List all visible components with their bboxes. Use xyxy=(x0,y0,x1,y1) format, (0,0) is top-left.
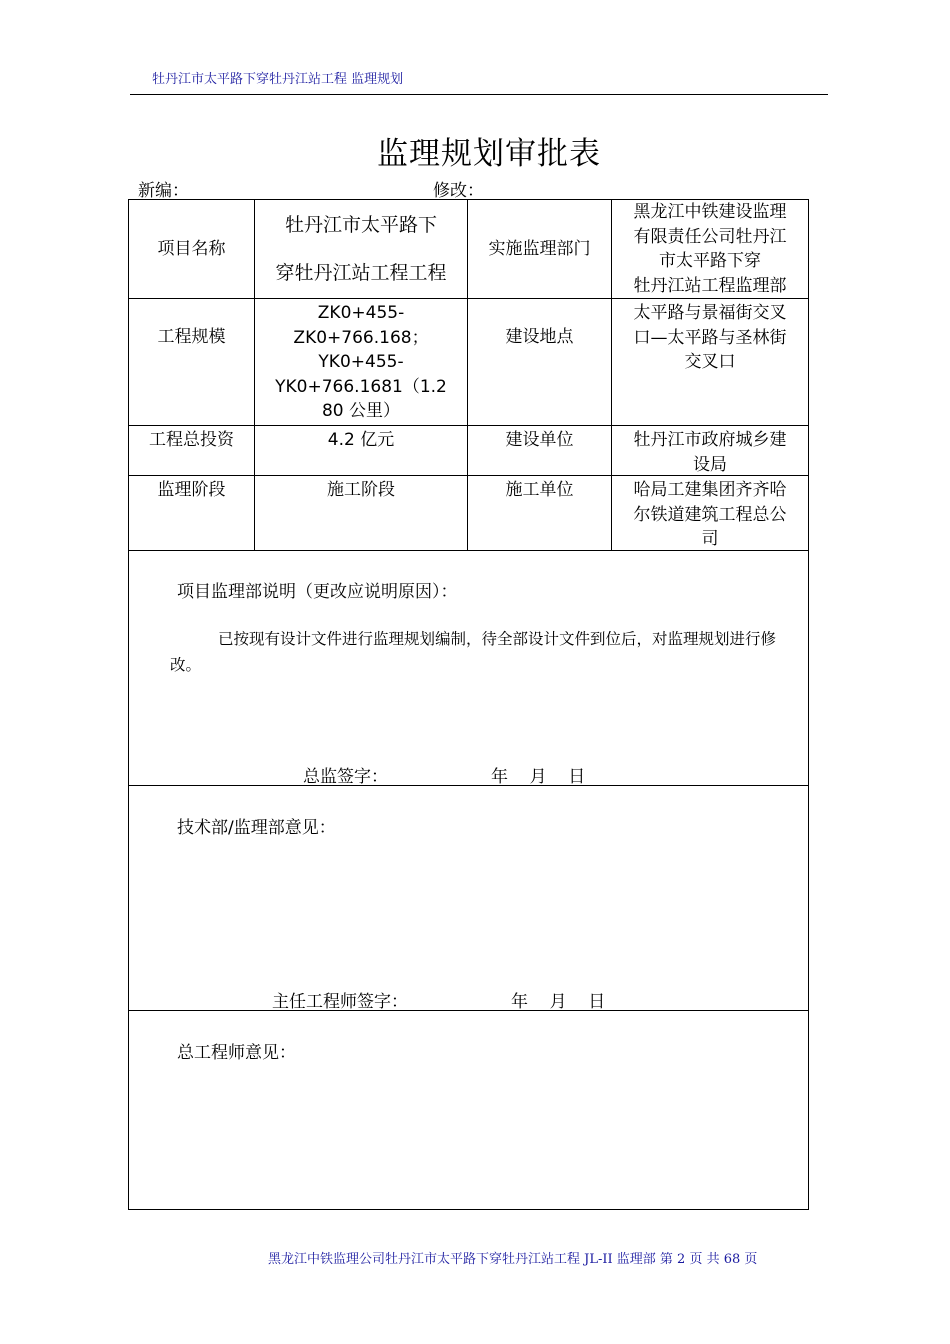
explanation-paragraph: 已按现有设计文件进行监理规划编制，待全部设计文件到位后，对监理规划进行修改。 xyxy=(170,630,777,674)
modify-label: 修改： xyxy=(433,181,484,201)
value-project-scale: ZK0+455- ZK0+766.168； YK0+455- YK0+766.1681（1.2 80 公里） xyxy=(275,303,447,421)
value-contractor: 哈局工建集团齐齐哈 尔铁道建筑工程总公 司 xyxy=(633,480,787,549)
page-footer: 黑龙江中铁监理公司牡丹江市太平路下穿牡丹江站工程 JL-II 监理部 第 2 页 共 68 页 xyxy=(268,1252,758,1267)
value-project-name: 牡丹江市太平路下 穿牡丹江站工程工程 xyxy=(275,214,447,284)
header-rule xyxy=(130,94,828,95)
value-construction-site: 太平路与景福街交叉 口—太平路与圣林街 交叉口 xyxy=(633,303,787,372)
chief-engineer-signature-label: 主任工程师签字： xyxy=(272,992,408,1012)
label-total-investment: 工程总投资 xyxy=(149,430,234,450)
page-header: 牡丹江市太平路下穿牡丹江站工程 监理规划 xyxy=(152,72,404,87)
label-supervision-dept: 实施监理部门 xyxy=(488,238,591,259)
explanation-label: 项目监理部说明（更改应说明原因）： xyxy=(177,582,458,602)
table-rule xyxy=(128,1010,809,1011)
general-engineer-opinion-label: 总工程师意见： xyxy=(177,1043,296,1063)
chief-supervisor-signature-label: 总监签字： xyxy=(303,767,388,787)
label-construction-site: 建设地点 xyxy=(505,327,574,347)
tech-dept-opinion-label: 技术部/监理部意见： xyxy=(177,818,336,838)
chief-supervisor-date-label: 年 月 日 xyxy=(491,767,586,787)
value-supervision-dept: 黑龙江中铁建设监理 有限责任公司牡丹江 市太平路下穿 牡丹江站工程监理部 xyxy=(633,202,787,296)
chief-engineer-date-label: 年 月 日 xyxy=(511,992,606,1012)
label-project-name: 项目名称 xyxy=(157,238,226,259)
label-project-scale: 工程规模 xyxy=(157,327,226,347)
new-edit-label: 新编： xyxy=(138,181,189,201)
table-rule xyxy=(128,785,809,786)
label-supervision-stage: 监理阶段 xyxy=(157,480,226,500)
value-supervision-stage: 施工阶段 xyxy=(327,480,395,500)
value-total-investment: 4.2 亿元 xyxy=(327,430,395,450)
page-title: 监理规划审批表 xyxy=(377,136,601,172)
label-contractor: 施工单位 xyxy=(505,480,574,500)
value-owner-unit: 牡丹江市政府城乡建 设局 xyxy=(633,430,787,475)
label-owner-unit: 建设单位 xyxy=(505,430,574,450)
